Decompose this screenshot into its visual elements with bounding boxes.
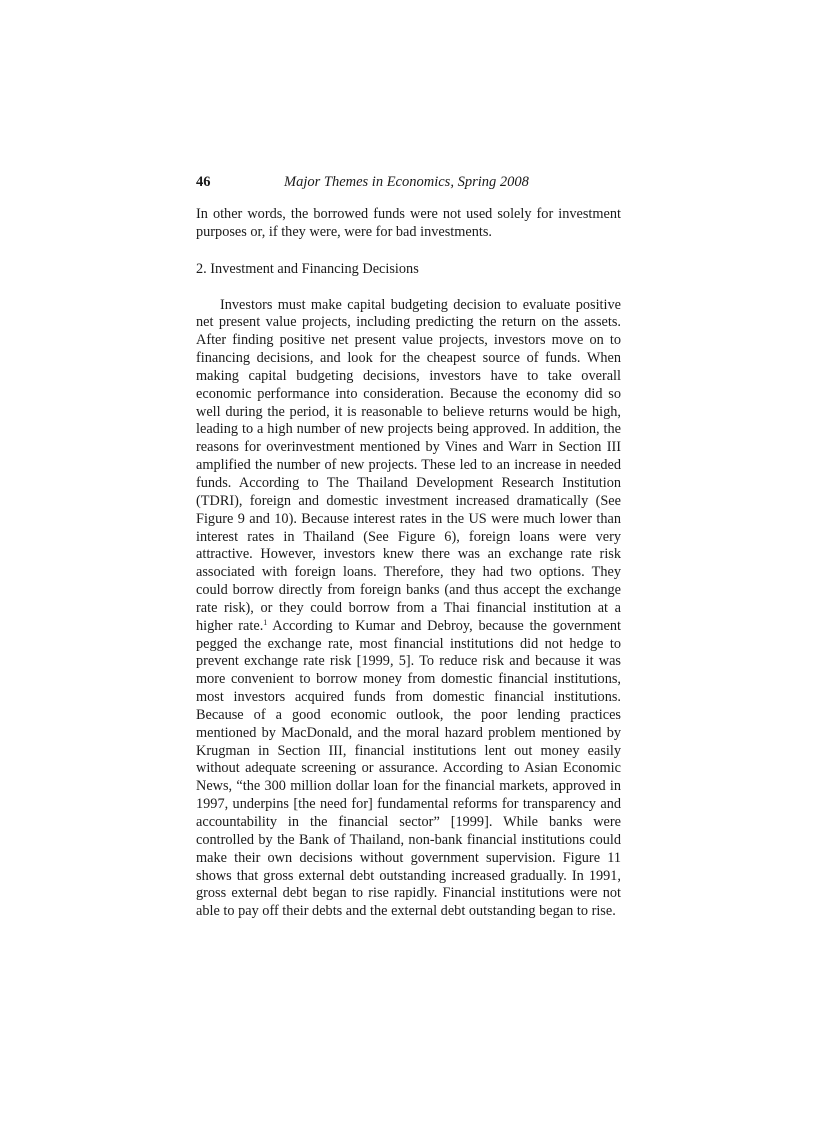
page-number: 46 xyxy=(196,174,211,190)
intro-paragraph: In other words, the borrowed funds were not used solely for investment purposes or, if they were, were for bad investments. xyxy=(196,206,621,240)
footnote-marker[interactable]: 1 xyxy=(263,617,268,627)
running-header xyxy=(196,174,621,196)
paragraph-text-part2: According to Kumar and Debroy, because the government pegged the exchange rate, most financial institutions did not hedge to prevent exchange rate risk [1999, 5]. To reduce risk and because it was more convenient to borrow money from domestic financial institutions, most investors acquired funds from domestic financial institutions. Because of a good economic outlook, the poor lending practices mentioned by MacDonald, and the moral hazard problem mentioned by Krugman in Section III, financial institutions lent out money easily without adequate screening or assurance. According to Asian Economic News, “the 300 million dollar loan for the financial markets, approved in 1997, underpins [the need for] fundamental reforms for transparency and accountability in the financial sector” [1999]. While banks were controlled by the Bank of Thailand, non-bank financial institutions could make their own decisions without government supervision. Figure 11 shows that gross external debt outstanding increased gradually. In 1991, gross external debt began to rise rapidly. Financial institutions were not able to pay off their debts and the external debt outstanding began to rise. xyxy=(196,617,621,920)
paragraph-text-part1: Investors must make capital budgeting decision to evaluate positive net present value projects, including predicting the return on the assets. After finding positive net present value projects, investors move on to financing decisions, and look for the cheapest source of funds. When making capital budgeting decisions, investors have to take overall economic performance into consideration. Because the economy did so well during the period, it is reasonable to believe returns would be high, leading to a high number of new projects being approved. In addition, the reasons for overinvestment mentioned by Vines and Warr in Section III amplified the number of new projects. These led to an increase in needed funds. According to The Thailand Development Research Institution (TDRI), foreign and domestic investment increased dramatically (See Figure 9 and 10). Because interest rates in the US were much lower than interest rates in Thailand (See Figure 6), foreign loans were very attractive. However, investors knew there was an exchange rate risk associated with foreign loans. Therefore, they had two options. They could borrow directly from foreign banks (and thus accept the exchange rate risk), or they could borrow from a Thai financial institution at a higher rate. xyxy=(196,296,621,634)
journal-title: Major Themes in Economics, Spring 2008 xyxy=(284,174,529,190)
body-paragraph xyxy=(196,297,621,922)
section-heading: 2. Investment and Financing Decisions xyxy=(196,260,419,277)
page-content xyxy=(196,174,621,921)
